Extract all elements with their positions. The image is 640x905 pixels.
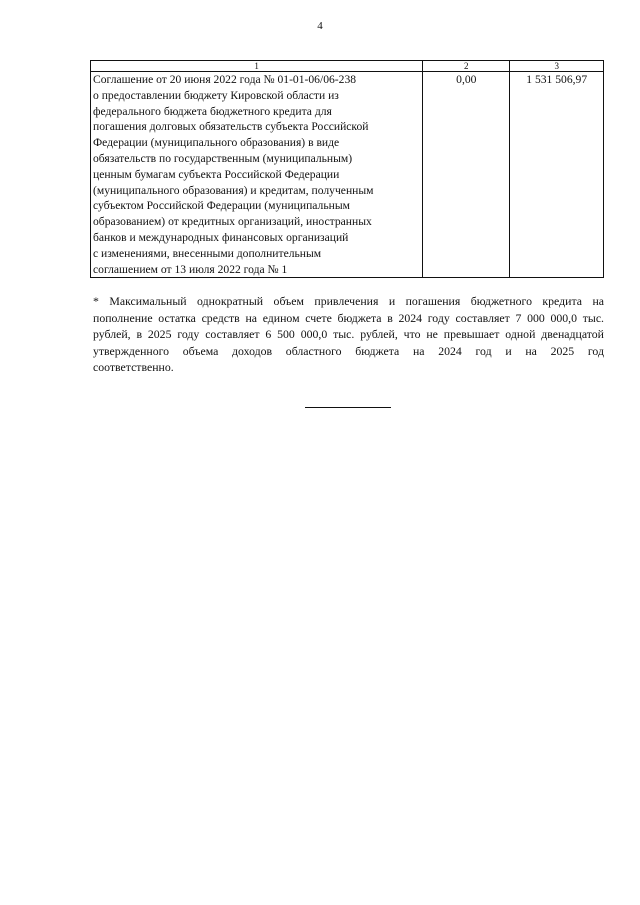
table-row [91, 72, 604, 278]
description-line: субъектом Российской Федерации (муниципальным [93, 199, 350, 213]
description-line: Федерации (муниципального образования) в виде [93, 136, 340, 150]
description-line: федерального бюджета бюджетного кредита для [93, 104, 332, 118]
description-line: (муниципального образования) и кредитам, полученным [93, 183, 374, 197]
footnote-line: рублей, в 2025 году составляет 6 500 000,0 тыс. рублей, что не превышает одной двенадцатой [93, 327, 604, 342]
footnote-line: утвержденного объема доходов областного бюджета на 2024 год и на 2025 год [93, 343, 604, 358]
description-line: о предоставлении бюджету Кировской области из [93, 88, 339, 102]
agreement-description-cell [91, 72, 423, 278]
footnote-line: соответственно. [93, 360, 174, 375]
footnote [93, 293, 604, 376]
description-line: соглашением от 13 июля 2022 года № 1 [93, 262, 288, 276]
description-line: ценным бумагам субъекта Российской Федерации [93, 167, 340, 181]
footnote-line: * Максимальный однократный объем привлечения и погашения бюджетного кредита на [93, 294, 604, 308]
table-header-col-2: 2 [423, 61, 510, 72]
value-col-3-cell: 1 531 506,97 [510, 72, 604, 278]
budget-credit-table [90, 60, 604, 278]
table-header-col-1: 1 [91, 61, 423, 72]
description-line: с изменениями, внесенными дополнительным [93, 246, 322, 260]
footnote-line: пополнение остатка средств на едином счете бюджета в 2024 году составляет 7 000 000,0 тыс. [93, 310, 604, 325]
description-line: банков и международных финансовых организаций [93, 230, 349, 244]
description-line: погашения долговых обязательств субъекта Российской [93, 120, 369, 134]
description-line: Соглашение от 20 июня 2022 года № 01-01-06/06-238 [93, 73, 357, 86]
page-number: 4 [317, 20, 323, 32]
description-line: образованием) от кредитных организаций, иностранных [93, 215, 372, 229]
description-line: обязательств по государственным (муниципальным) [93, 151, 353, 165]
end-of-document-rule [305, 407, 391, 408]
table-header-row [91, 61, 604, 72]
value-col-2-cell: 0,00 [423, 72, 510, 278]
table-header-col-3: 3 [510, 61, 604, 72]
